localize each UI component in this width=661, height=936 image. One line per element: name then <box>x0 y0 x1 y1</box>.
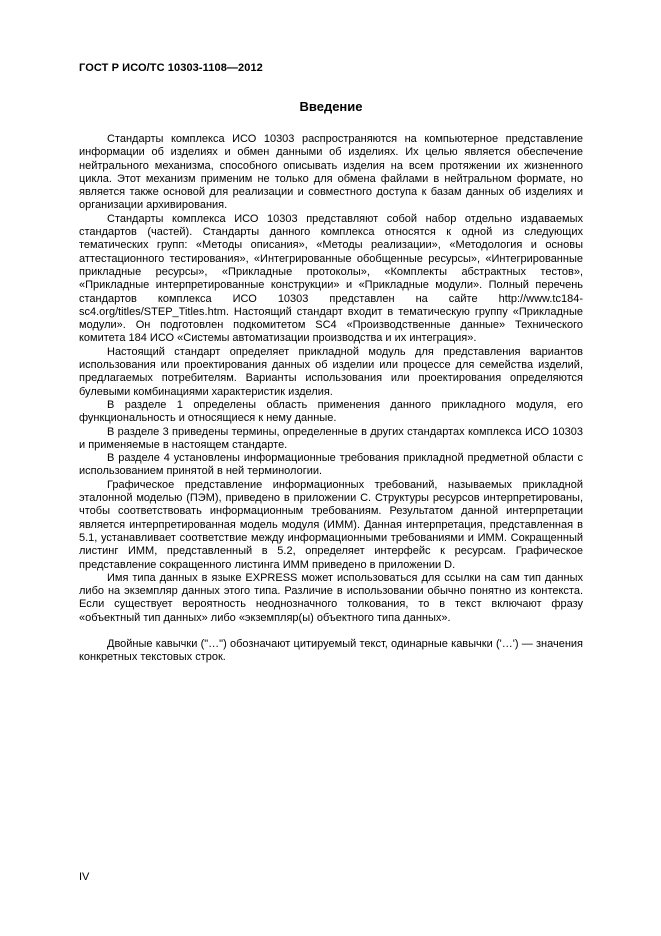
paragraph: В разделе 3 приведены термины, определенные в других стандартах комплекса ИСО 10303 и применяемые в настоящем стандарте. <box>79 425 583 451</box>
paragraph: Двойные кавычки ("…") обозначают цитируемый текст, одинарные кавычки ('…') — значения конкретных текстовых строк. <box>79 637 583 664</box>
paragraph: В разделе 1 определены область применения данного прикладного модуля, его функциональность и относящиеся к нему данные. <box>79 398 583 425</box>
paragraph: В разделе 4 установлены информационные требования прикладной предметной области с использованием принятой в ней терминологии. <box>79 452 583 478</box>
document-body <box>79 133 583 665</box>
paragraph: Настоящий стандарт определяет прикладной модуль для представления вариантов использования или проектирования данных об изделии или процессе для семейства изделий, предлагаемых потребителям. Варианты использования или проектирования определяются булевыми комбинациями характеристик изделия. <box>79 345 583 398</box>
paragraph: Стандарты комплекса ИСО 10303 представляют собой набор отдельно издаваемых стандартов (частей). Стандарты данного комплекса относятся к одной из следующих тематических групп: «Методы описания», «Методы реализации», «Методология и основы аттестационного тестирования», «Интегрированные обобщенные ресурсы», «Интегрированные прикладные ресурсы», «Прикладные протоколы», «Комплекты абстрактных тестов», «Прикладные интерпретированные конструкции» и «Прикладные модули». Полный перечень стандартов комплекса ИСО 10303 представлен на сайте http://www.tc184-sc4.org/titles/STEP_Titles.htm. Настоящий стандарт входит в тематическую группу «Прикладные модули». Он подготовлен подкомитетом SC4 «Производственные данные» Технического комитета 184 ИСО «Системы автоматизации производства и их интеграция». <box>79 212 583 345</box>
paragraph: Имя типа данных в языке EXPRESS может использоваться для ссылки на сам тип данных либо на экземпляр данных этого типа. Различие в использовании обычно понятно из контекста. Если существует вероятность неоднозначного толкования, то в текст включают фразу «объектный тип данных» либо «экземпляр(ы) объектного типа данных». <box>79 571 583 624</box>
document-header: ГОСТ Р ИСО/ТС 10303-1108—2012 <box>79 62 263 74</box>
paragraph: Графическое представление информационных требований, называемых прикладной эталонной моделью (ПЭМ), приведено в приложении C. Структуры ресурсов интерпретированы, чтобы соответствовать информационным требованиям. Результатом данной интерпретации является интерпретированная модель модуля (ИММ). Данная интерпретация, представленная в 5.1, устанавливает соответствие между информационными требованиями и ИММ. Сокращенный листинг ИММ, представленный в 5.2, определяет интерфейс к ресурсам. Графическое представление сокращенного листинга ИММ приведено в приложении D. <box>79 478 583 571</box>
paragraph: Стандарты комплекса ИСО 10303 распространяются на компьютерное представление информации об изделиях и обмен данными об изделиях. Их целью является обеспечение нейтрального механизма, способного описывать изделия на всем протяжении их жизненного цикла. Этот механизм применим не только для обмена файлами в нейтральном формате, но является также основой для реализации и совместного доступа к базам данных об изделиях и организации архивирования. <box>79 133 583 212</box>
page-title: Введение <box>299 99 363 114</box>
page-number: IV <box>79 871 90 883</box>
